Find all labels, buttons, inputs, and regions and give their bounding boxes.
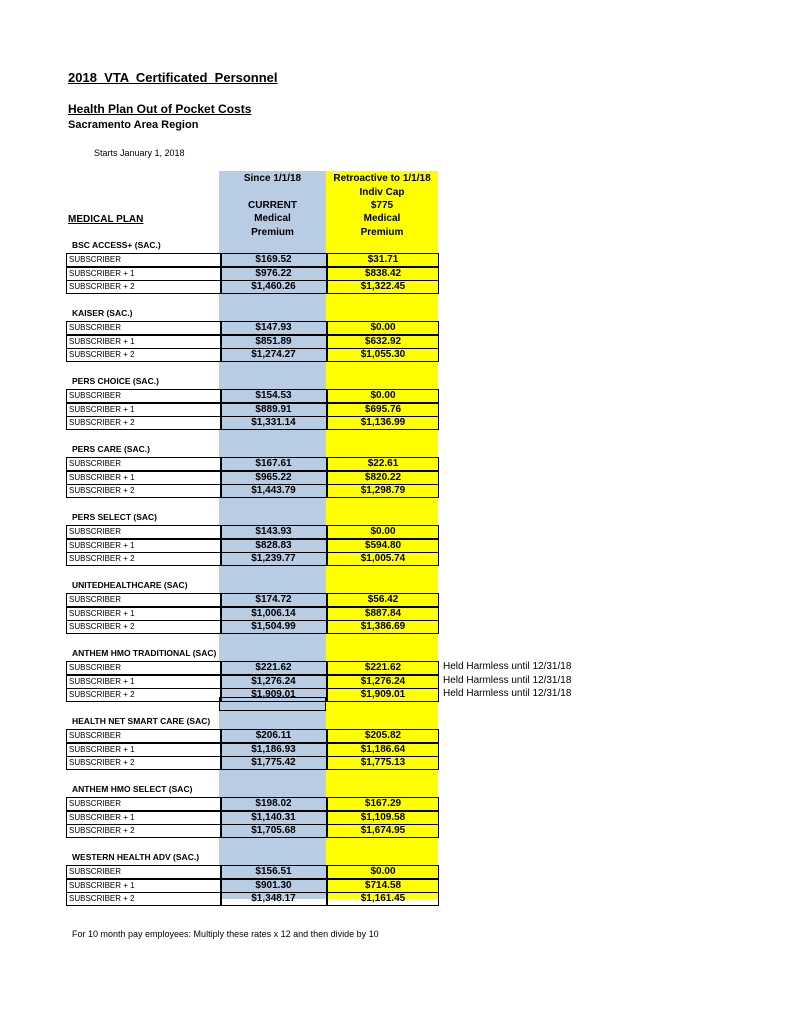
col2-header-line5: Premium <box>360 227 404 238</box>
retro-premium-cell: $1,276.24 <box>327 675 439 689</box>
tier-label: SUBSCRIBER + 1 <box>66 879 222 893</box>
current-premium-cell: $1,909.01 <box>220 688 327 702</box>
tier-label: SUBSCRIBER <box>66 525 222 539</box>
tier-label: SUBSCRIBER + 1 <box>66 811 222 825</box>
plan-group-title: WESTERN HEALTH ADV (SAC.) <box>72 852 200 862</box>
tier-label: SUBSCRIBER <box>66 253 222 267</box>
current-premium-cell: $156.51 <box>220 865 327 879</box>
retro-premium-cell: $820.22 <box>327 471 439 485</box>
tier-label: SUBSCRIBER + 2 <box>66 824 222 838</box>
tier-label: SUBSCRIBER + 2 <box>66 892 222 906</box>
col1-header-line3: CURRENT <box>248 200 297 211</box>
retro-premium-cell: $1,161.45 <box>327 892 439 906</box>
retro-premium-cell: $0.00 <box>327 321 439 335</box>
retro-premium-cell: $205.82 <box>327 729 439 743</box>
retro-premium-cell: $1,005.74 <box>327 552 439 566</box>
page-title: 2018 VTA Certificated Personnel <box>68 70 278 85</box>
current-premium-cell: $174.72 <box>220 593 327 607</box>
tier-label: SUBSCRIBER + 2 <box>66 552 222 566</box>
current-premium-cell: $147.93 <box>220 321 327 335</box>
tier-label: SUBSCRIBER + 1 <box>66 267 222 281</box>
retro-premium-cell: $1,909.01 <box>327 688 439 702</box>
tier-label: SUBSCRIBER + 2 <box>66 756 222 770</box>
page-subtitle: Health Plan Out of Pocket Costs <box>68 102 252 116</box>
retro-premium-cell: $167.29 <box>327 797 439 811</box>
col1-header-line4: Medical <box>254 213 291 224</box>
row-note: Held Harmless until 12/31/18 <box>443 688 572 699</box>
retro-premium-cell: $1,136.99 <box>327 416 439 430</box>
current-premium-cell: $851.89 <box>220 335 327 349</box>
tier-label: SUBSCRIBER <box>66 389 222 403</box>
retro-premium-cell: $0.00 <box>327 865 439 879</box>
retro-premium-cell: $1,186.64 <box>327 743 439 757</box>
retro-premium-cell: $1,674.95 <box>327 824 439 838</box>
tier-label: SUBSCRIBER + 1 <box>66 743 222 757</box>
tier-label: SUBSCRIBER + 1 <box>66 539 222 553</box>
plan-group-title: KAISER (SAC.) <box>72 308 133 318</box>
blank-cell <box>219 697 326 711</box>
retro-premium-cell: $714.58 <box>327 879 439 893</box>
col2-header-line2: Indiv Cap <box>359 187 405 198</box>
plan-group-title: ANTHEM HMO SELECT (SAC) <box>72 784 193 794</box>
current-premium-cell: $167.61 <box>220 457 327 471</box>
plan-group-title: HEALTH NET SMART CARE (SAC) <box>72 716 211 726</box>
col1-header-line5: Premium <box>251 227 294 238</box>
start-date-note: Starts January 1, 2018 <box>94 148 185 158</box>
retro-premium-cell: $594.80 <box>327 539 439 553</box>
current-premium-cell: $889.91 <box>220 403 327 417</box>
footer-note: For 10 month pay employees: Multiply these rates x 12 and then divide by 10 <box>72 929 379 939</box>
current-premium-cell: $1,348.17 <box>220 892 327 906</box>
current-premium-cell: $1,443.79 <box>220 484 327 498</box>
tier-label: SUBSCRIBER + 1 <box>66 335 222 349</box>
retro-premium-cell: $56.42 <box>327 593 439 607</box>
tier-label: SUBSCRIBER <box>66 865 222 879</box>
current-premium-cell: $1,775.42 <box>220 756 327 770</box>
current-premium-cell: $1,186.93 <box>220 743 327 757</box>
current-premium-cell: $1,460.26 <box>220 280 327 294</box>
retro-premium-cell: $1,386.69 <box>327 620 439 634</box>
retro-premium-cell: $1,775.13 <box>327 756 439 770</box>
current-premium-cell: $976.22 <box>220 267 327 281</box>
tier-label: SUBSCRIBER + 1 <box>66 607 222 621</box>
region-label: Sacramento Area Region <box>68 119 199 131</box>
current-premium-cell: $1,276.24 <box>220 675 327 689</box>
current-premium-cell: $221.62 <box>220 661 327 675</box>
plan-group-title: PERS CHOICE (SAC.) <box>72 376 159 386</box>
tier-label: SUBSCRIBER <box>66 797 222 811</box>
col1-header-line1: Since 1/1/18 <box>243 173 302 184</box>
plan-group-title: PERS CARE (SAC.) <box>72 444 150 454</box>
retro-premium-cell: $695.76 <box>327 403 439 417</box>
current-premium-cell: $1,705.68 <box>220 824 327 838</box>
retro-premium-cell: $22.61 <box>327 457 439 471</box>
tier-label: SUBSCRIBER + 1 <box>66 403 222 417</box>
tier-label: SUBSCRIBER + 2 <box>66 416 222 430</box>
tier-label: SUBSCRIBER + 2 <box>66 484 222 498</box>
current-premium-cell: $143.93 <box>220 525 327 539</box>
tier-label: SUBSCRIBER <box>66 729 222 743</box>
tier-label: SUBSCRIBER <box>66 661 222 675</box>
current-premium-cell: $198.02 <box>220 797 327 811</box>
retro-premium-cell: $0.00 <box>327 525 439 539</box>
current-premium-cell: $1,504.99 <box>220 620 327 634</box>
col2-header-line4: Medical <box>363 213 401 224</box>
retro-premium-cell: $1,322.45 <box>327 280 439 294</box>
tier-label: SUBSCRIBER <box>66 457 222 471</box>
medical-plan-label: MEDICAL PLAN <box>68 214 144 225</box>
row-note: Held Harmless until 12/31/18 <box>443 661 572 672</box>
retro-premium-cell: $632.92 <box>327 335 439 349</box>
plan-group-title: BSC ACCESS+ (SAC.) <box>72 240 161 250</box>
current-premium-cell: $206.11 <box>220 729 327 743</box>
tier-label: SUBSCRIBER + 2 <box>66 620 222 634</box>
tier-label: SUBSCRIBER + 1 <box>66 675 222 689</box>
retro-premium-cell: $1,055.30 <box>327 348 439 362</box>
current-premium-cell: $154.53 <box>220 389 327 403</box>
retro-premium-cell: $1,298.79 <box>327 484 439 498</box>
tier-label: SUBSCRIBER + 2 <box>66 280 222 294</box>
retro-premium-cell: $221.62 <box>327 661 439 675</box>
retro-premium-cell: $1,109.58 <box>327 811 439 825</box>
tier-label: SUBSCRIBER <box>66 593 222 607</box>
tier-label: SUBSCRIBER + 2 <box>66 348 222 362</box>
retro-premium-cell: $31.71 <box>327 253 439 267</box>
retro-premium-cell: $838.42 <box>327 267 439 281</box>
plan-group-title: ANTHEM HMO TRADITIONAL (SAC) <box>72 648 217 658</box>
tier-label: SUBSCRIBER + 2 <box>66 688 222 702</box>
current-premium-cell: $1,331.14 <box>220 416 327 430</box>
retro-premium-cell: $887.84 <box>327 607 439 621</box>
current-premium-cell: $169.52 <box>220 253 327 267</box>
current-premium-cell: $1,006.14 <box>220 607 327 621</box>
current-premium-cell: $1,274.27 <box>220 348 327 362</box>
current-premium-cell: $901.30 <box>220 879 327 893</box>
current-premium-cell: $1,140.31 <box>220 811 327 825</box>
row-note: Held Harmless until 12/31/18 <box>443 674 572 686</box>
plan-group-title: PERS SELECT (SAC) <box>72 512 158 522</box>
tier-label: SUBSCRIBER + 1 <box>66 471 222 485</box>
tier-label: SUBSCRIBER <box>66 321 222 335</box>
current-premium-cell: $828.83 <box>220 539 327 553</box>
current-premium-cell: $965.22 <box>220 471 327 485</box>
col2-header-line1: Retroactive to 1/1/18 <box>333 173 431 184</box>
retro-premium-cell: $0.00 <box>327 389 439 403</box>
current-premium-cell: $1,239.77 <box>220 552 327 566</box>
plan-group-title: UNITEDHEALTHCARE (SAC) <box>72 580 188 590</box>
col2-header-line3: $775 <box>370 200 394 211</box>
